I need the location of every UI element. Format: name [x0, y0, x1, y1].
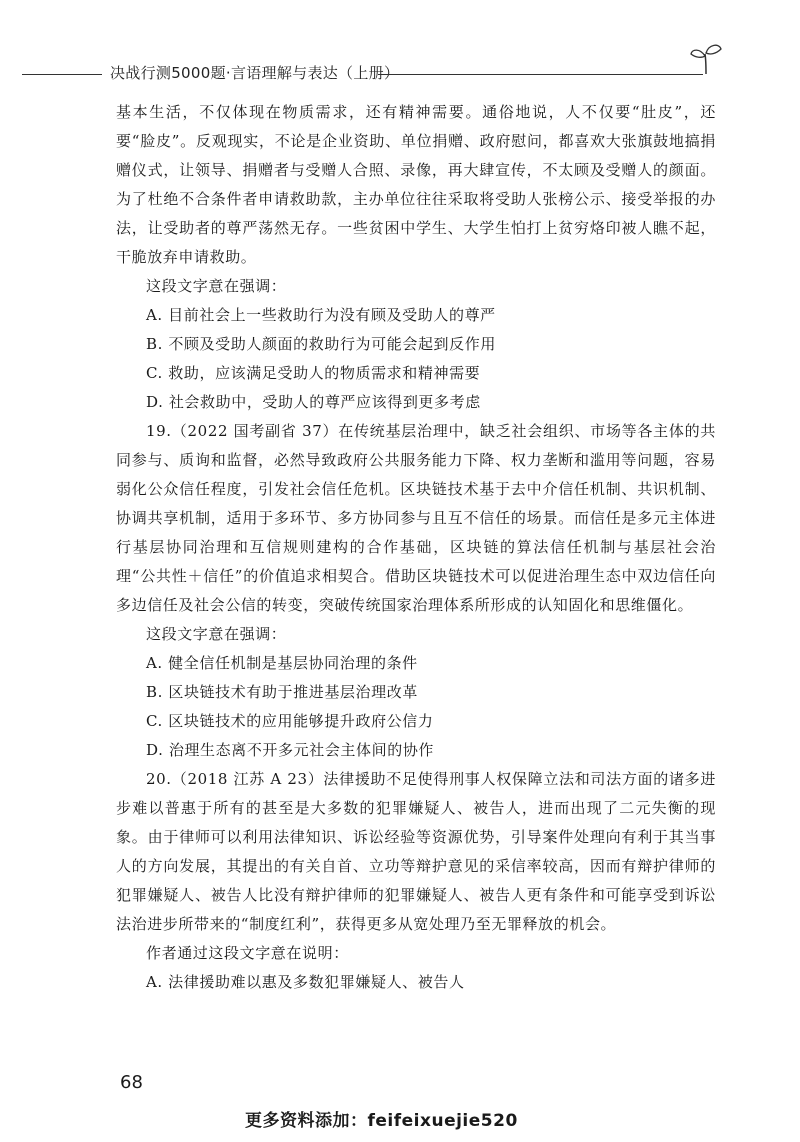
sprout-icon [688, 40, 724, 76]
option-c: C. 区块链技术的应用能够提升政府公信力 [146, 712, 434, 730]
option-c: C. 救助，应该满足受助人的物质需求和精神需要 [146, 364, 481, 382]
question-18-block [116, 272, 716, 417]
page-number: 68 [120, 1072, 143, 1093]
question-passage: 20.（2018 江苏 A 23）法律援助不足使得刑事人权保障立法和司法方面的诸多进步难以普惠于所有的甚至是大多数的犯罪嫌疑人、被告人，进而出现了二元失衡的现象。由于律师可以利用法律知识、诉讼经验等资源优势，引导案件处理向有利于其当事人的方向发展，其提出的有关自首、立功等辩护意见的采信率较高，因而有辩护律师的犯罪嫌疑人、被告人比没有辩护律师的犯罪嫌疑人、被告人更有条件和可能享受到诉讼法治进步所带来的“制度红利”，获得更多从宽处理乃至无罪释放的机会。 [116, 770, 716, 933]
option-d: D. 社会救助中，受助人的尊严应该得到更多考虑 [146, 393, 481, 411]
question-prompt: 作者通过这段文字意在说明： [146, 944, 349, 962]
header-rule-left [22, 74, 102, 75]
page-body [116, 98, 716, 997]
option-a: A. 目前社会上一些救助行为没有顾及受助人的尊严 [146, 306, 496, 324]
question-passage: 19.（2022 国考副省 37）在传统基层治理中，缺乏社会组织、市场等各主体的共同参与、质询和监督，必然导致政府公共服务能力下降、权力垄断和滥用等问题，容易弱化公众信任程度，引发社会信任危机。区块链技术基于去中介信任机制、共识机制、协调共享机制，适用于多环节、多方协同参与且互不信任的场景。而信任是多元主体进行基层协同治理和互信规则建构的合作基础，区块链的算法信任机制与基层社会治理“公共性＋信任”的价值追求相契合。借助区块链技术可以促进治理生态中双边信任向多边信任及社会公信的转变，突破传统国家治理体系所形成的认知固化和思维僵化。 [116, 422, 716, 614]
book-title: 决战行测5000题·言语理解与表达（上册） [110, 64, 400, 82]
passage-continuation: 基本生活，不仅体现在物质需求，还有精神需要。通俗地说，人不仅要“肚皮”，还要“脸皮”。反观现实，不论是企业资助、单位捐赠、政府慰问，都喜欢大张旗鼓地搞捐赠仪式，让领导、捐赠者与受赠人合照、录像，再大肆宣传，不太顾及受赠人的颜面。为了杜绝不合条件者申请救助款，主办单位往往采取将受助人张榜公示、接受举报的办法，让受助者的尊严荡然无存。一些贫困中学生、大学生怕打上贫穷烙印被人瞧不起，干脆放弃申请救助。 [116, 103, 716, 266]
option-a: A. 法律援助难以惠及多数犯罪嫌疑人、被告人 [146, 973, 465, 991]
option-b: B. 区块链技术有助于推进基层治理改革 [146, 683, 418, 701]
question-20-block [116, 765, 716, 997]
question-prompt: 这段文字意在强调： [146, 277, 287, 295]
header-rule-right [378, 74, 703, 75]
option-a: A. 健全信任机制是基层协同治理的条件 [146, 654, 418, 672]
question-19-block [116, 417, 716, 765]
question-prompt: 这段文字意在强调： [146, 625, 287, 643]
option-d: D. 治理生态离不开多元社会主体间的协作 [146, 741, 435, 759]
option-b: B. 不顾及受助人颜面的救助行为可能会起到反作用 [146, 335, 496, 353]
footer-note: 更多资料添加：feifeixuejie520 [245, 1111, 518, 1131]
running-header [0, 58, 800, 88]
